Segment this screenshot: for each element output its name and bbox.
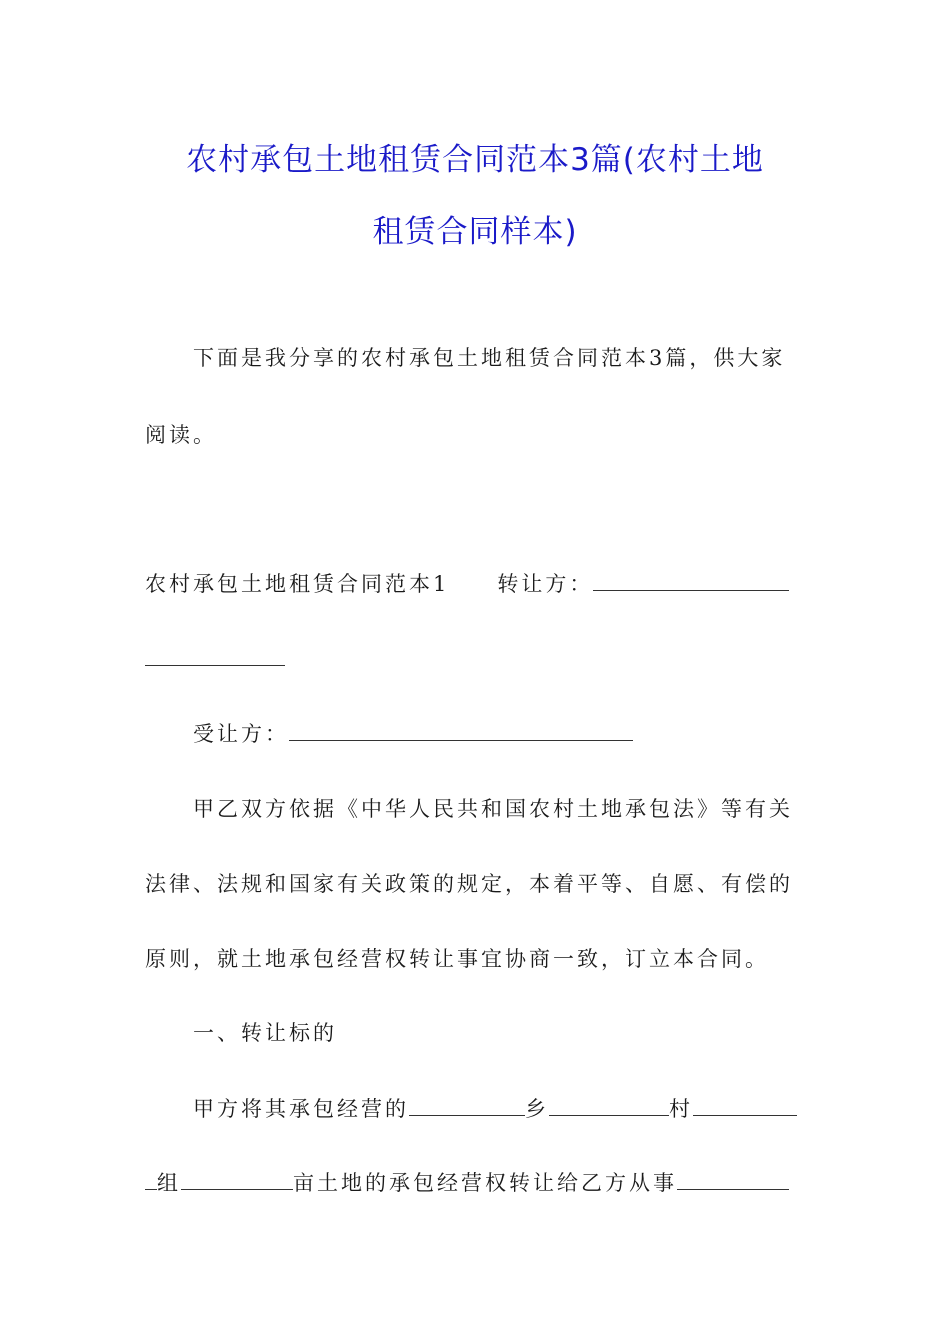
clause-1-heading: 一、转让标的 xyxy=(193,1021,337,1045)
document-title-line-2: 租赁合同样本) xyxy=(372,214,578,250)
usage-blank xyxy=(677,1169,789,1190)
document-title-line-1: 农村承包土地租赁合同范本3篇(农村土地 xyxy=(186,142,764,178)
intro-line-2: 阅读。 xyxy=(145,423,217,447)
clause-1-text-part-1: 甲方将其承包经营的 xyxy=(193,1097,409,1121)
township-label: 乡 xyxy=(525,1097,549,1121)
transferor-blank-continued-row xyxy=(145,644,810,674)
village-label: 村 xyxy=(669,1097,693,1121)
section-heading: 农村承包土地租赁合同范本1 xyxy=(145,572,450,596)
clause-1-line-2 xyxy=(145,1168,810,1198)
village-blank xyxy=(549,1095,669,1116)
paragraph-1-line-3: 原则，就土地承包经营权转让事宜协商一致，订立本合同。 xyxy=(145,947,769,971)
clause-1-text-part-2: 亩土地的承包经营权转让给乙方从事 xyxy=(293,1171,677,1195)
group-label: 组 xyxy=(157,1171,181,1195)
clause-1-line-1 xyxy=(193,1094,810,1124)
group-blank xyxy=(693,1095,797,1116)
transferor-blank-continued xyxy=(145,645,285,666)
section-heading-row xyxy=(145,569,810,599)
group-blank-continued xyxy=(145,1169,157,1190)
paragraph-1-line-1: 甲乙双方依据《中华人民共和国农村土地承包法》等有关 xyxy=(193,797,793,821)
transferee-label: 受让方： xyxy=(193,722,289,746)
paragraph-1-line-2: 法律、法规和国家有关政策的规定，本着平等、自愿、有偿的 xyxy=(145,872,793,896)
acreage-blank xyxy=(181,1169,293,1190)
transferor-blank xyxy=(593,570,789,591)
intro-line-1: 下面是我分享的农村承包土地租赁合同范本3篇，供大家 xyxy=(193,346,786,370)
transferee-row xyxy=(193,719,810,749)
township-blank xyxy=(409,1095,525,1116)
transferee-blank xyxy=(289,720,633,741)
transferor-label: 转让方： xyxy=(497,572,594,596)
